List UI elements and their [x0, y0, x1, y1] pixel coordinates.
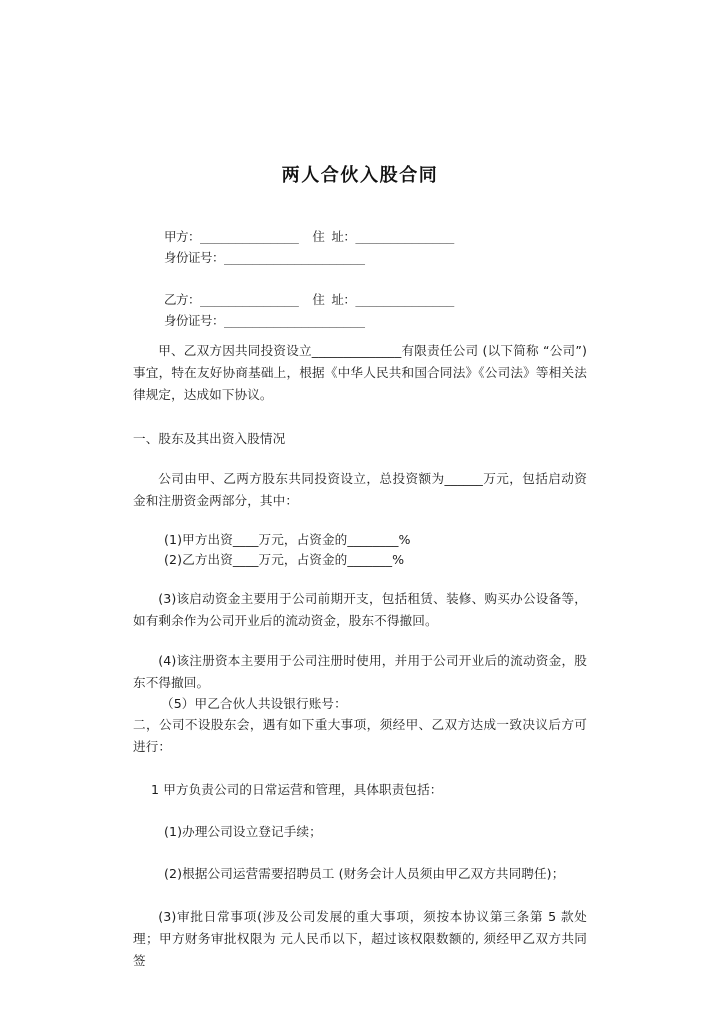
section-1-item-2: (2)乙方出资____万元，占资金的_______%: [164, 552, 405, 567]
party-a-id-line: 身份证号：____________________: [164, 250, 365, 265]
party-a-group: [133, 226, 587, 268]
preamble-paragraph: 甲、乙双方因共同投资设立______________有限责任公司 (以下简称 “公司”)事宜，特在友好协商基础上，根据《中华人民共和国合同法》《公司法》等相关法律规定，达成如下协议。: [133, 343, 587, 402]
section-1-item-3: (3)该启动资金主要用于公司前期开支，包括租赁、装修、购买办公设备等，如有剩余作为公司开业后的流动资金，股东不得撤回。: [133, 591, 587, 628]
section-1-item-1: (1)甲方出资____万元，占资金的________%: [164, 532, 411, 547]
section-2-item-1: 1 甲方负责公司的日常运营和管理，具体职责包括：: [151, 782, 443, 797]
party-a-name-address-line: 甲方：______________ 住 址：______________: [164, 229, 454, 244]
section-1-intro: 公司由甲、乙两方股东共同投资设立，总投资额为______万元，包括启动资金和注册资金两部分，其中：: [133, 471, 587, 508]
party-b-name-address-line: 乙方：______________ 住 址：______________: [164, 292, 454, 307]
section-1-item-4: (4)该注册资本主要用于公司注册时使用，并用于公司开业后的流动资金，股东不得撤回。: [133, 653, 587, 690]
section-2-item-4: (3)审批日常事项(涉及公司发展的重大事项，须按本协议第三条第 5 款处理；甲方财务审批权限为 元人民币以下，超过该权限数额的, 须经甲乙双方共同签: [133, 909, 587, 968]
party-b-group: [133, 289, 587, 331]
section-2-item-3: (2)根据公司运营需要招聘员工 (财务会计人员须由甲乙双方共同聘任)；: [164, 866, 565, 881]
section-heading-2: 二，公司不设股东会，遇有如下重大事项，须经甲、乙双方达成一致决议后方可进行：: [133, 717, 587, 754]
page-title: 两人合伙入股合同: [281, 165, 439, 186]
section-heading-1: 一、股东及其出资入股情况: [133, 431, 286, 446]
document-content-flow: [133, 340, 587, 972]
party-information-block: [133, 226, 587, 331]
party-b-id-line: 身份证号：____________________: [164, 313, 365, 328]
section-2-item-2: (1)办理公司设立登记手续；: [164, 824, 322, 839]
section-1-item-5: （5）甲乙合伙人共设银行账号：: [161, 696, 347, 711]
